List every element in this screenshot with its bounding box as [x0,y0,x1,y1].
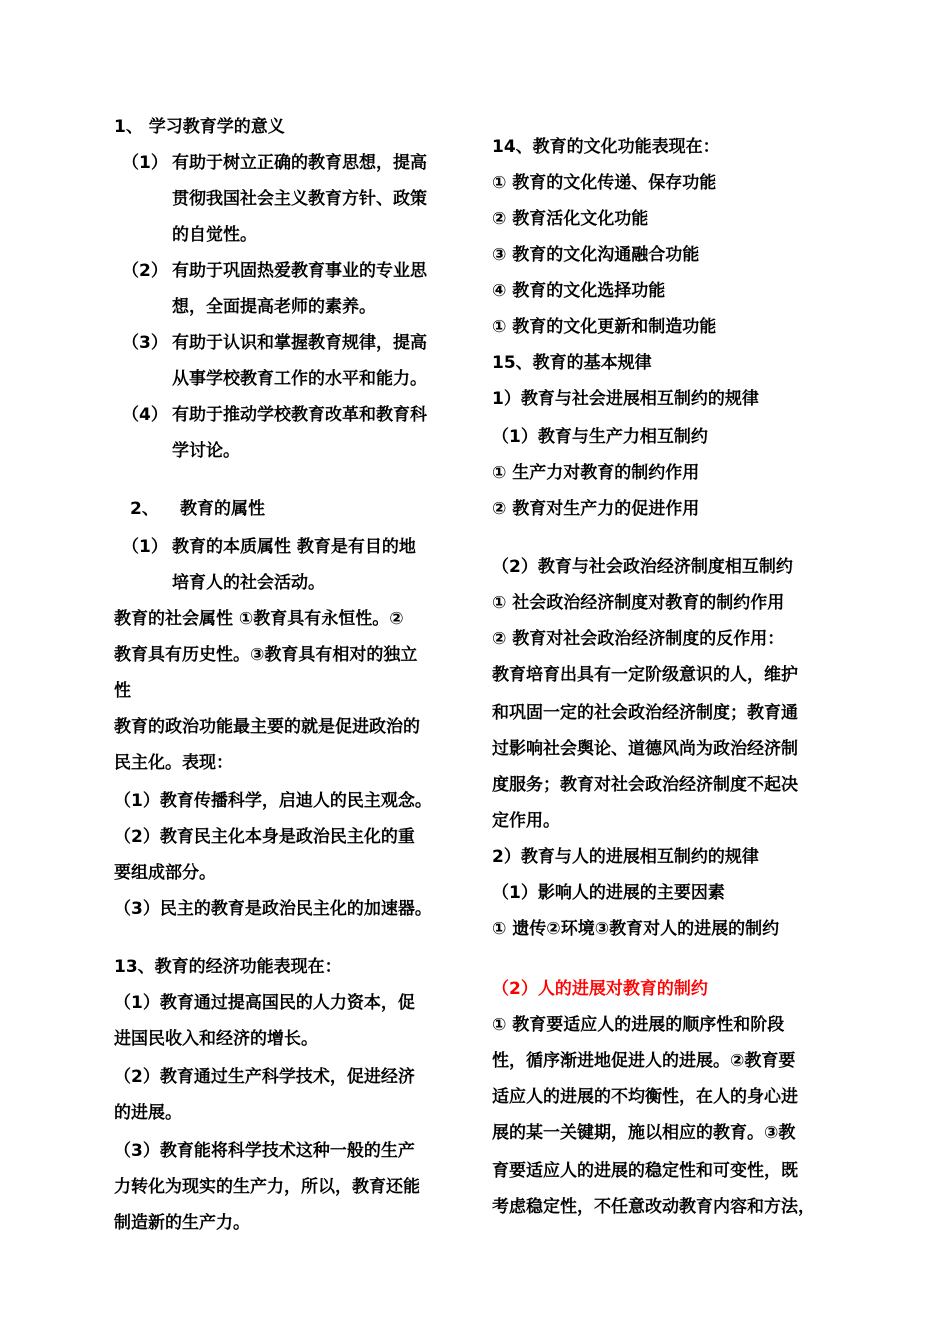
right-text-line: 教育培育出具有一定阶级意识的人，维护 [492,665,798,685]
left-text-line: 1、 学习教育学的意义 [114,117,285,137]
left-text-line: 进国民收入和经济的增长。 [114,1029,318,1049]
right-text-line: ③ 教育的文化沟通融合功能 [492,245,700,265]
right-text-line: 性，循序渐进地促进人的进展。②教育要 [492,1051,796,1071]
right-text-line: 定作用。 [492,811,560,831]
left-text-line: 13、教育的经济功能表现在： [114,957,342,977]
right-text-line: 过影响社会舆论、道德风尚为政治经济制 [492,739,798,759]
right-text-line: ① 教育要适应人的进展的顺序性和阶段 [492,1015,785,1035]
left-text-line: 的自觉性。 [172,225,257,245]
right-text-line: 展的某一关键期，施以相应的教育。③教 [492,1123,796,1143]
left-text-line: （1）教育通过提高国民的人力资本，促 [114,993,415,1013]
left-text-line: 有助于推动学校教育改革和教育科 [172,405,427,425]
left-text-line: （2）教育民主化本身是政治民主化的重 [114,827,415,847]
left-text-line: 的进展。 [114,1103,182,1123]
right-text-line: 适应人的进展的不均衡性，在人的身心进 [492,1087,798,1107]
left-text-line: （2）教育通过生产科学技术，促进经济 [114,1067,415,1087]
left-text-line: 有助于巩固热爱教育事业的专业思 [172,261,427,281]
left-text-line: 教育的属性 [180,499,265,519]
left-text-line: 民主化。表现： [114,753,233,773]
left-text-line: 教育的政治功能最主要的就是促进政治的 [114,717,420,737]
left-text-line: （4） [122,405,168,425]
right-text-line: ② 教育活化文化功能 [492,209,649,229]
right-text-line: 考虑稳定性，不任意改动教育内容和方法， [492,1197,815,1217]
left-text-line: 有助于认识和掌握教育规律，提高 [172,333,427,353]
right-text-line: 和巩固一定的社会政治经济制度；教育通 [492,703,798,723]
right-text-line: （1）教育与生产力相互制约 [492,427,708,447]
right-text-line: ① 社会政治经济制度对教育的制约作用 [492,593,785,613]
left-text-line: （3）教育能将科学技术这种一般的生产 [114,1141,415,1161]
right-text-line: （1）影响人的进展的主要因素 [492,883,725,903]
right-text-line: ④ 教育的文化选择功能 [492,281,666,301]
left-text-line: 教育的社会属性 ①教育具有永恒性。② [114,609,404,629]
right-text-line: 15、教育的基本规律 [492,353,652,373]
left-text-line: 性 [114,681,131,701]
left-text-line: 贯彻我国社会主义教育方针、政策 [172,189,427,209]
left-text-line: 制造新的生产力。 [114,1213,250,1233]
left-text-line: 想，全面提高老师的素养。 [172,297,376,317]
left-text-line: 2、 [130,499,159,519]
right-text-line: （2）人的进展对教育的制约 [492,979,708,999]
left-text-line: （3）民主的教育是政治民主化的加速器。 [114,899,432,919]
right-text-line: 14、教育的文化功能表现在： [492,137,720,157]
left-text-line: （3） [122,333,168,353]
left-text-line: （2） [122,261,168,281]
right-text-line: ① 遗传②环境③教育对人的进展的制约 [492,919,780,939]
right-text-line: ① 生产力对教育的制约作用 [492,463,700,483]
left-text-line: 教育的本质属性 教育是有目的地 [172,537,416,557]
right-text-line: ① 教育的文化传递、保存功能 [492,173,717,193]
left-text-line: 要组成部分。 [114,863,216,883]
left-text-line: （1）教育传播科学，启迪人的民主观念。 [114,791,432,811]
left-text-line: 教育具有历史性。③教育具有相对的独立 [114,645,418,665]
right-text-line: ① 教育的文化更新和制造功能 [492,317,717,337]
left-text-line: 学讨论。 [172,441,240,461]
right-text-line: （2）教育与社会政治经济制度相互制约 [492,557,793,577]
right-text-line: ② 教育对生产力的促进作用 [492,499,700,519]
left-text-line: 有助于树立正确的教育思想，提高 [172,153,427,173]
right-text-line: ② 教育对社会政治经济制度的反作用： [492,629,785,649]
right-text-line: 2）教育与人的进展相互制约的规律 [492,847,759,867]
left-text-line: 力转化为现实的生产力，所以，教育还能 [114,1177,420,1197]
right-text-line: 1）教育与社会进展相互制约的规律 [492,389,759,409]
left-text-line: （1） [122,153,168,173]
right-text-line: 度服务；教育对社会政治经济制度不起决 [492,775,798,795]
left-text-line: 从事学校教育工作的水平和能力。 [172,369,427,389]
left-text-line: （1） [122,537,168,557]
left-text-line: 培育人的社会活动。 [172,573,325,593]
right-text-line: 育要适应人的进展的稳定性和可变性，既 [492,1161,798,1181]
